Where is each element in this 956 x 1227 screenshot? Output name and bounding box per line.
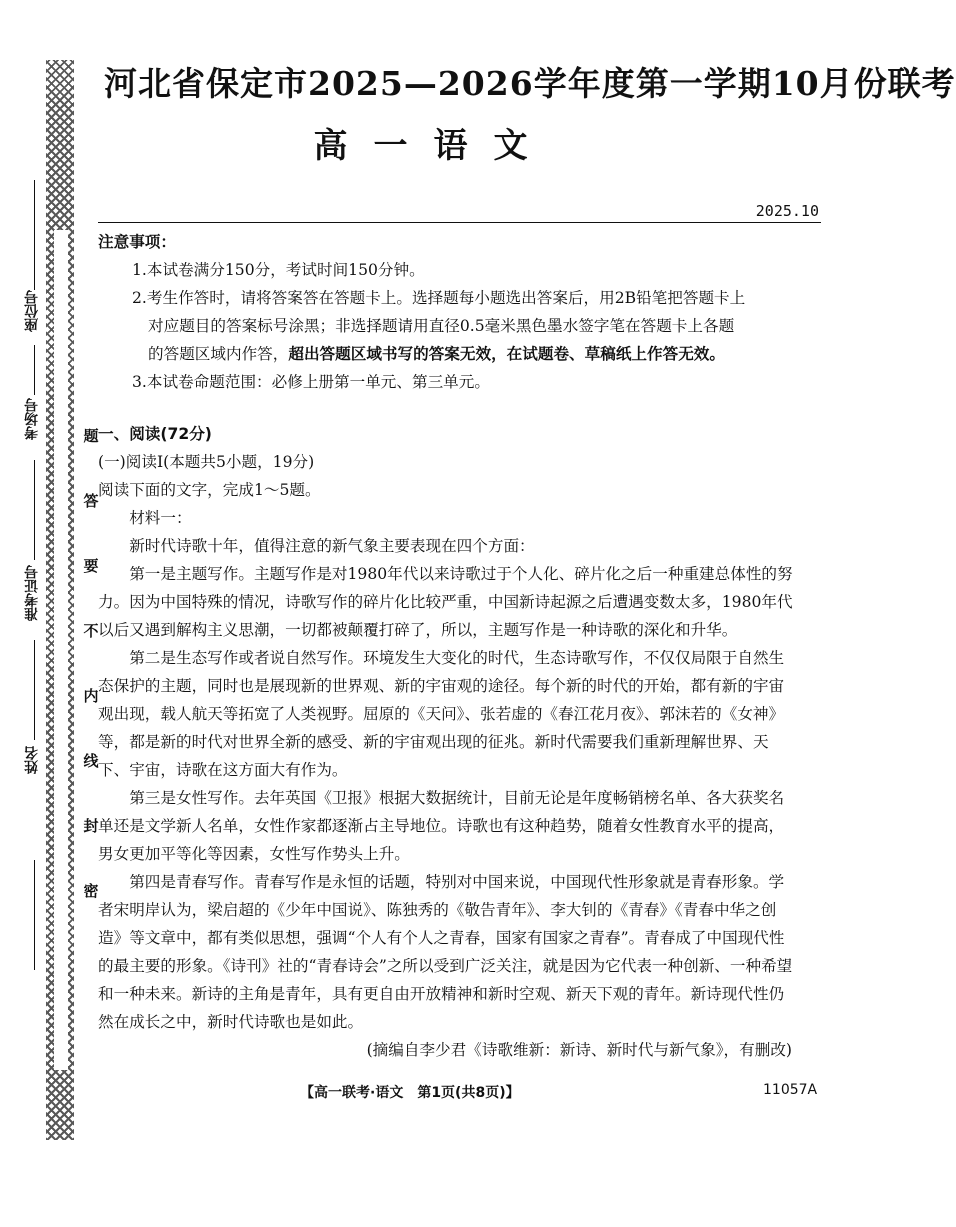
footer-code: 11057A xyxy=(763,1082,818,1098)
admission-label: 准考证号 xyxy=(24,565,40,621)
admission-line xyxy=(34,460,35,560)
notice-item-2-line1: 2.考生作答时，请将答案答在答题卡上。选择题每小题选出答案后，用2B铅笔把答题卡上 xyxy=(132,289,746,307)
passage-paragraph: 第二是生态写作或者说自然写作。环境发生大变化的时代，生态诗歌写作，不仅仅局限于自然生态保护的主题，同时也是展现新的世界观、新的宇宙观的途径。每个新的时代的开始，都有新的宇宙观出现，载人航天等拓宽了人类视野。屈原的《天问》、张若虚的《春江花月夜》、郭沫若的《女神》等，都是新的时代对世界全新的感受、新的宇宙观出现的征兆。新时代需要我们重新理解世界、天下、宇宙，诗歌在这方面大有作为。 xyxy=(98,649,785,779)
notice-item-1: 1.本试卷满分150分，考试时间150分钟。 xyxy=(132,261,425,279)
notice-item-2-text: 的答题区域内作答， xyxy=(148,345,289,363)
name-label: 姓名 xyxy=(24,746,40,774)
material-label: 材料一： xyxy=(129,509,192,527)
room-line xyxy=(34,345,35,395)
seal-char: 答 xyxy=(83,492,99,510)
room-label: 考场号 xyxy=(24,398,40,440)
seal-char: 不 xyxy=(83,622,99,640)
seal-char: 要 xyxy=(83,557,99,575)
passage-paragraph: 第三是女性写作。去年英国《卫报》根据大数据统计，目前无论是年度畅销榜名单、各大获奖名单还是文学新人名单，女性作家都逐渐占主导地位。诗歌也有这种趋势，随着女性教育水平的提高，男女更加平等化等因素，女性写作势头上升。 xyxy=(98,789,785,863)
notice-item-3: 3.本试卷命题范围：必修上册第一单元、第三单元。 xyxy=(132,373,490,391)
passage-source: (摘编自李少君《诗歌维新：新诗、新时代与新气象》，有删改) xyxy=(366,1041,792,1059)
class-line xyxy=(34,860,35,970)
exam-content xyxy=(98,228,798,1064)
binding-border-gap xyxy=(54,230,68,1070)
seal-char: 封 xyxy=(83,817,99,835)
passage-paragraph: 第四是青春写作。青春写作是永恒的话题，特别对中国来说，中国现代性形象就是青春形象。学者宋明岸认为，梁启超的《少年中国说》、陈独秀的《敬告青年》、李大钊的《青春》《青春中华之创造》等文章中，都有类似思想，强调“个人有个人之青春，国家有国家之青春”。青春成了中国现代性的最主要的形象。《诗刊》社的“青春诗会”之所以受到广泛关注，就是因为它代表一种创新、一种希望和一种未来。新诗的主角是青年，具有更自由开放精神和新时空观、新天下观的青年。新诗现代性仍然在成长之中，新时代诗歌也是如此。 xyxy=(98,873,793,1031)
section-sub: (一)阅读Ⅰ(本题共5小题，19分) xyxy=(98,453,315,471)
notice-item-2-line2: 对应题目的答案标号涂黑；非选择题请用直径0.5毫米黑色墨水签字笔在答题卡上各题 xyxy=(148,317,735,335)
seat-line xyxy=(34,180,35,290)
seal-char: 密 xyxy=(83,882,99,900)
footer-page-info: 【高一联考·语文 第1页(共8页)】 xyxy=(300,1085,520,1101)
name-line xyxy=(34,640,35,740)
seal-char: 线 xyxy=(83,752,99,770)
passage-paragraph: 新时代诗歌十年，值得注意的新气象主要表现在四个方面： xyxy=(129,537,535,555)
seal-char: 内 xyxy=(83,687,99,705)
exam-date: 2025.10 xyxy=(755,202,819,220)
seat-label: 座位号 xyxy=(24,290,40,332)
header-divider xyxy=(98,222,821,223)
subject-title: 高一语文 xyxy=(313,126,554,166)
binding-fields xyxy=(0,0,46,1227)
notice-item-2-line3 xyxy=(98,340,798,368)
seal-char: 题 xyxy=(83,427,99,445)
exam-title: 河北省保定市2025—2026学年度第一学期10月份联考 xyxy=(104,64,956,103)
notice-heading: 注意事项： xyxy=(98,233,176,251)
section-title: 一、阅读(72分) xyxy=(98,425,212,443)
notice-item-2-emphasis: 超出答题区域书写的答案无效，在试题卷、草稿纸上作答无效。 xyxy=(288,345,725,363)
passage-paragraph: 第一是主题写作。主题写作是对1980年代以来诗歌过于个人化、碎片化之后一种重建总体性的努力。因为中国特殊的情况，诗歌写作的碎片化比较严重，中国新诗起源之后遭遇变数太多，1980年代以后又遇到解构主义思潮，一切都被颠覆打碎了，所以，主题写作是一种诗歌的深化和升华。 xyxy=(98,565,793,639)
section-instruction: 阅读下面的文字，完成1～5题。 xyxy=(98,481,321,499)
